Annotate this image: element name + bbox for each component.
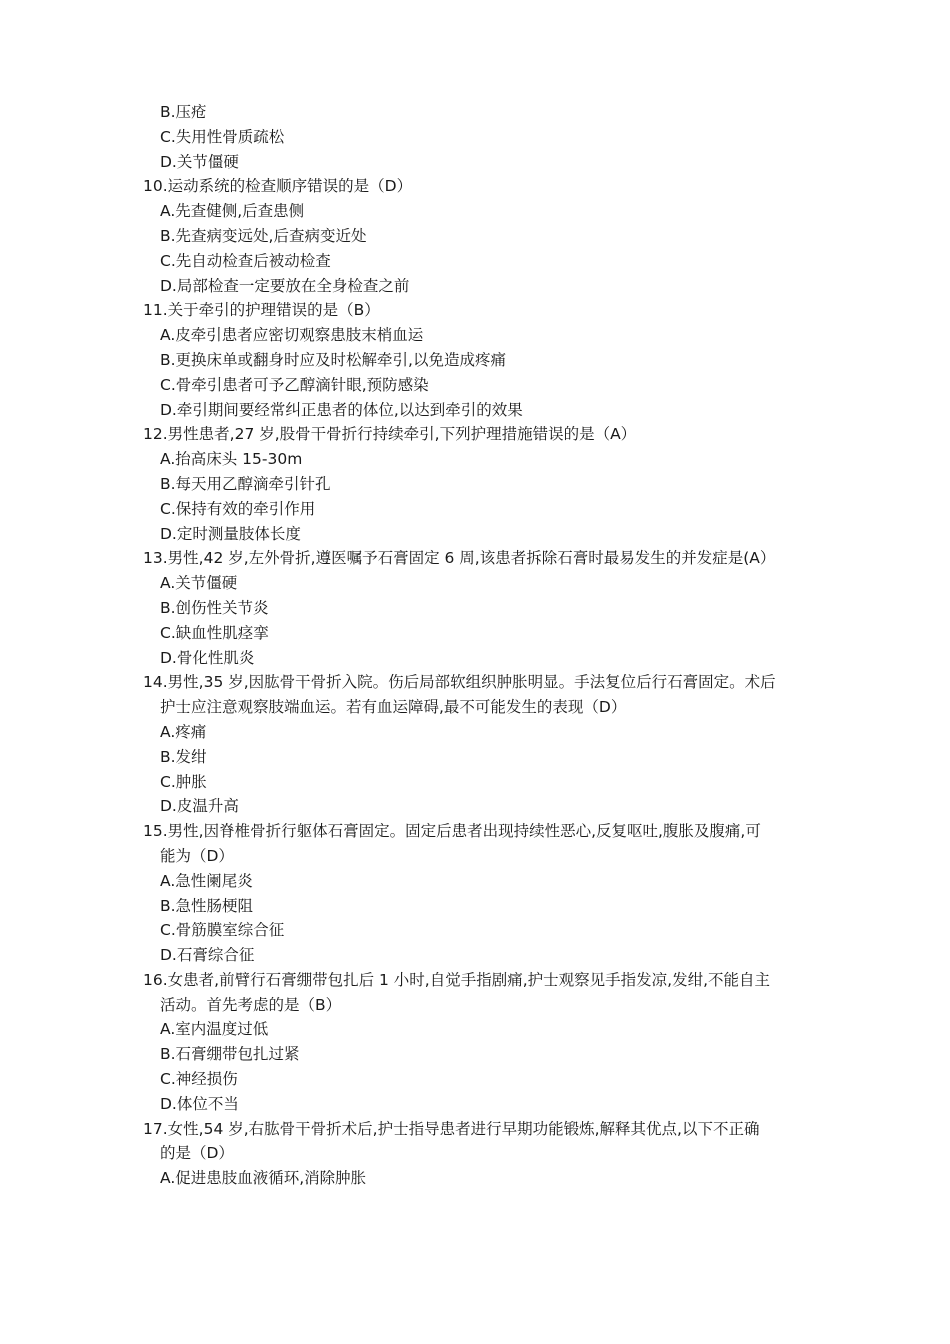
answer-option: A.抬高床头 15-30m	[160, 450, 303, 469]
answer-option: C.缺血性肌痉挛	[160, 623, 269, 642]
answer-option: C.失用性骨质疏松	[160, 127, 285, 146]
answer-option: A.皮牵引患者应密切观察患肢末梢血运	[160, 326, 424, 345]
answer-option: B.每天用乙醇滴牵引针孔	[160, 474, 331, 493]
answer-option: B.压疮	[160, 103, 207, 121]
answer-option: B.发绀	[160, 747, 207, 766]
answer-option: D.关节僵硬	[160, 152, 239, 171]
answer-option: C.骨筋膜室综合征	[160, 921, 285, 940]
question-text: 14.男性,35 岁,因肱骨干骨折入院。伤后局部软组织肿胀明显。手法复位后行石膏固定。术后	[143, 673, 776, 692]
question-text: 17.女性,54 岁,右肱骨干骨折术后,护士指导患者进行早期功能锻炼,解释其优点,以下不正确	[143, 1119, 760, 1138]
answer-option: A.关节僵硬	[160, 574, 238, 593]
answer-option: A.室内温度过低	[160, 1020, 269, 1039]
answer-option: A.急性阑尾炎	[160, 871, 253, 890]
answer-option: A.促进患肢血液循环,消除肿胀	[160, 1169, 367, 1188]
answer-option: A.先查健侧,后查患侧	[160, 202, 305, 221]
question-text: 16.女患者,前臂行石膏绷带包扎后 1 小时,自觉手指剧痛,护士观察见手指发凉,发绀,不能自主	[143, 970, 771, 989]
answer-option: C.神经损伤	[160, 1070, 238, 1089]
answer-option: B.先查病变远处,后查病变近处	[160, 226, 367, 245]
answer-option: D.局部检查一定要放在全身检查之前	[160, 276, 410, 295]
question-text: 11.关于牵引的护理错误的是（B）	[143, 301, 380, 320]
answer-option: C.骨牵引患者可予乙醇滴针眼,预防感染	[160, 375, 429, 394]
question-text-continued: 能为（D）	[160, 846, 234, 865]
answer-option: D.牵引期间要经常纠正患者的体位,以达到牵引的效果	[160, 400, 523, 419]
answer-option: D.石膏综合征	[160, 946, 255, 965]
answer-option: D.体位不当	[160, 1094, 239, 1113]
question-text: 12.男性患者,27 岁,股骨干骨折行持续牵引,下列护理措施错误的是（A）	[143, 425, 637, 444]
answer-option: C.先自动检查后被动检查	[160, 251, 331, 270]
question-text-continued: 活动。首先考虑的是（B）	[160, 995, 342, 1014]
answer-option: B.更换床单或翻身时应及时松解牵引,以免造成疼痛	[160, 350, 506, 369]
document-page	[0, 100, 950, 1191]
answer-option: D.骨化性肌炎	[160, 648, 255, 667]
question-text: 13.男性,42 岁,左外骨折,遵医嘱予石膏固定 6 周,该患者拆除石膏时最易发生的并发症是(A）	[143, 549, 776, 568]
answer-option: B.创伤性关节炎	[160, 598, 269, 617]
question-text-continued: 护士应注意观察肢端血运。若有血运障碍,最不可能发生的表现（D）	[160, 698, 627, 717]
answer-option: B.石膏绷带包扎过紧	[160, 1045, 300, 1064]
answer-option: B.急性肠梗阻	[160, 896, 254, 915]
answer-option: C.保持有效的牵引作用	[160, 499, 316, 518]
answer-option: D.定时测量肢体长度	[160, 524, 301, 543]
question-text: 10.运动系统的检查顺序错误的是（D）	[143, 177, 413, 196]
question-text-continued: 的是（D）	[160, 1144, 234, 1163]
answer-option: A.疼痛	[160, 722, 207, 741]
answer-option: C.肿胀	[160, 772, 207, 791]
answer-option: D.皮温升高	[160, 797, 239, 816]
question-text: 15.男性,因脊椎骨折行躯体石膏固定。固定后患者出现持续性恶心,反复呕吐,腹胀及腹痛,可	[143, 822, 761, 841]
